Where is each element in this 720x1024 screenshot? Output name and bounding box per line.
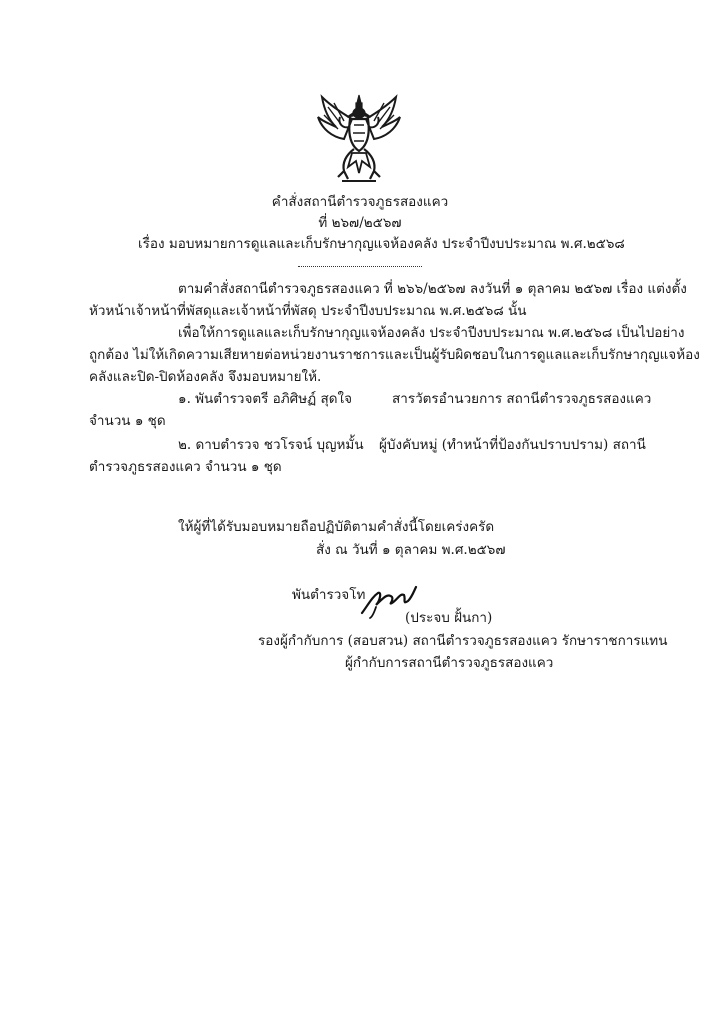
list-item-1-role: สารวัตรอำนวยการ สถานีตำรวจภูธรสองแคว bbox=[392, 391, 652, 407]
order-date: สั่ง ณ วันที่ ๑ ตุลาคม พ.ศ.๒๕๖๗ bbox=[316, 542, 506, 558]
paragraph-2-line-3: คลังและปิด-ปิดห้องคลัง จึงมอบหมายให้. bbox=[89, 369, 322, 385]
paragraph-1-line-1: ตามคำสั่งสถานีตำรวจภูธรสองแคว ที่ ๒๖๖/๒๕๖๗ ลงวันที่ ๑ ตุลาคม ๒๕๖๗ เรื่อง แต่งตั้ง bbox=[178, 281, 687, 297]
document-title: คำสั่งสถานีตำรวจภูธรสองแคว bbox=[271, 194, 449, 210]
signatory-rank: พันตำรวจโท bbox=[292, 587, 366, 603]
paragraph-1-line-2: หัวหน้าเจ้าหน้าที่พัสดุและเจ้าหน้าที่พัสดุ ประจำปีงบประมาณ พ.ศ.๒๕๖๘ นั้น bbox=[89, 303, 527, 319]
document-subject: เรื่อง มอบหมายการดูแลและเก็บรักษากุญแจห้องคลัง ประจำปีงบประมาณ พ.ศ.๒๕๖๘ bbox=[138, 236, 625, 252]
garuda-emblem-icon bbox=[314, 93, 404, 189]
signatory-position-2: ผู้กำกับการสถานีตำรวจภูธรสองแคว bbox=[345, 655, 554, 671]
closing-statement: ให้ผู้ที่ได้รับมอบหมายถือปฏิบัติตามคำสั่งนี้โดยเคร่งครัด bbox=[178, 519, 495, 535]
list-item-2-name: ๒. ดาบตำรวจ ชวโรจน์ บุญหมั้น bbox=[178, 437, 364, 453]
document-number: ที่ ๒๖๗/๒๕๖๗ bbox=[318, 215, 402, 231]
signatory-name: (ประจบ ฝั้นกา) bbox=[405, 610, 493, 626]
paragraph-2-line-1: เพื่อให้การดูแลและเก็บรักษากุญแจห้องคลัง ประจำปีงบประมาณ พ.ศ.๒๕๖๘ เป็นไปอย่าง bbox=[178, 325, 685, 341]
paragraph-2-line-2: ถูกต้อง ไม่ให้เกิดความเสียหายต่อหน่วยงานราชการและเป็นผู้รับผิดชอบในการดูแลและเก็บรักษากุญแจห้อง bbox=[89, 347, 700, 363]
list-item-1-name: ๑. พันตำรวจตรี อภิศิษฏ์ สุดใจ bbox=[178, 391, 353, 407]
list-item-1-continuation: จำนวน ๑ ชุด bbox=[89, 413, 166, 429]
list-item-2-continuation: ตำรวจภูธรสองแคว จำนวน ๑ ชุด bbox=[89, 459, 282, 475]
list-item-2-role: ผู้บังคับหมู่ (ทำหน้าที่ป้องกันปราบปราม) สถานี bbox=[379, 437, 646, 453]
separator-dotted-line bbox=[298, 266, 422, 267]
signatory-position-1: รองผู้กำกับการ (สอบสวน) สถานีตำรวจภูธรสองแคว รักษาราชการแทน bbox=[258, 633, 668, 649]
